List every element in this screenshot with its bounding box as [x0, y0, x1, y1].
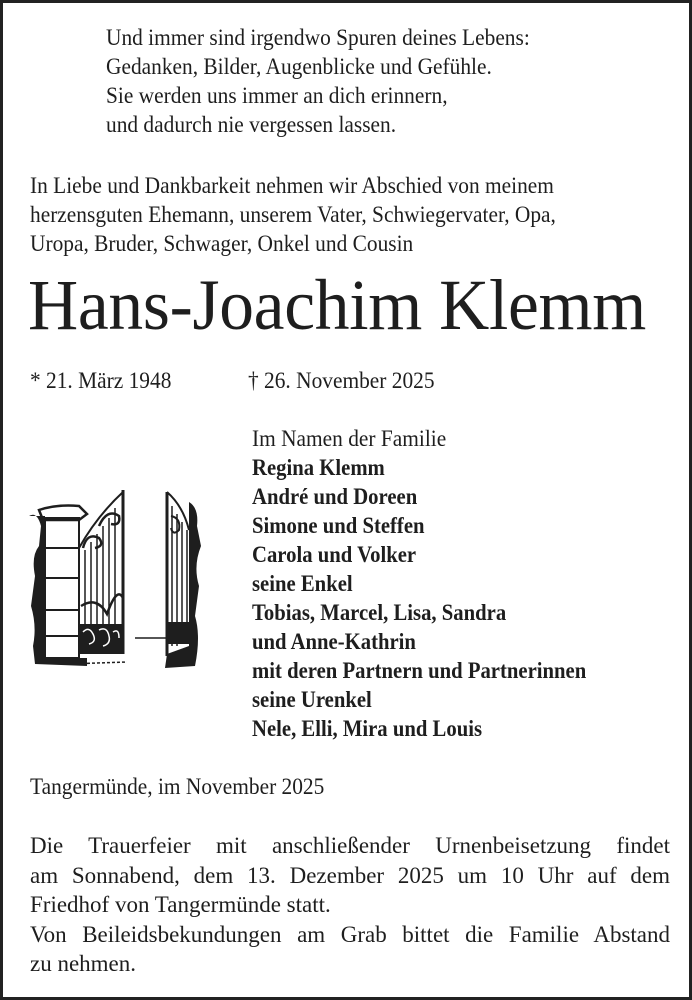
family-member: Simone und Steffen: [252, 513, 425, 538]
funeral-line: Friedhof von Tangermünde statt.: [30, 892, 331, 917]
funeral-line: am Sonnabend, dem 13. Dezember 2025 um 10 Uhr auf dem: [30, 862, 670, 888]
poem-line: Gedanken, Bilder, Augenblicke und Gefühle.: [106, 54, 492, 79]
garden-gate-icon: [27, 486, 219, 671]
family-member: mit deren Partnern und Partnerinnen: [252, 658, 587, 683]
intro-line: herzensguten Ehemann, unserem Vater, Schwiegervater, Opa,: [30, 202, 556, 227]
deceased-name: Hans-Joachim Klemm: [28, 265, 647, 345]
funeral-line: Die Trauerfeier mit anschließender Urnenbeisetzung findet: [30, 833, 670, 858]
death-date: † 26. November 2025: [248, 368, 435, 393]
intro-line: In Liebe und Dankbarkeit nehmen wir Abschied von meinem: [30, 173, 554, 198]
place-and-date: Tangermünde, im November 2025: [30, 774, 325, 799]
family-heading: Im Namen der Familie: [252, 426, 447, 451]
family-member: Carola und Volker: [252, 542, 417, 567]
poem-line: Sie werden uns immer an dich erinnern,: [106, 83, 448, 108]
family-member: seine Enkel: [252, 571, 353, 596]
poem-line: und dadurch nie vergessen lassen.: [106, 112, 397, 137]
funeral-info: [30, 831, 670, 979]
funeral-line: zu nehmen.: [30, 951, 137, 976]
family-member: André und Doreen: [252, 484, 418, 509]
family-member: Nele, Elli, Mira und Louis: [252, 716, 483, 741]
intro-line: Uropa, Bruder, Schwager, Onkel und Cousin: [30, 231, 414, 256]
family-member: Regina Klemm: [252, 455, 385, 480]
family-member: seine Urenkel: [252, 687, 372, 712]
family-member: und Anne-Kathrin: [252, 629, 416, 654]
poem-line: Und immer sind irgendwo Spuren deines Lebens:: [106, 25, 530, 50]
family-member: Tobias, Marcel, Lisa, Sandra: [252, 600, 507, 625]
birth-date: * 21. März 1948: [30, 368, 172, 393]
funeral-line: Von Beileidsbekundungen am Grab bittet die Familie Abstand: [30, 921, 670, 947]
